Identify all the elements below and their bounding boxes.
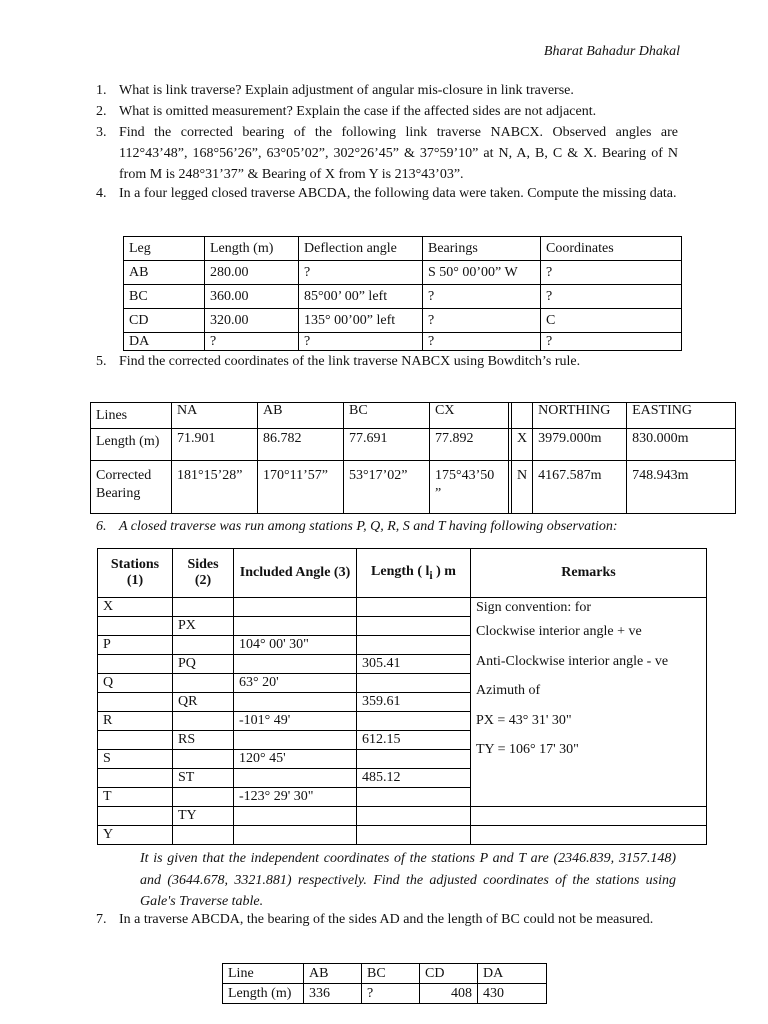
cell [234,655,357,674]
header-text: Remarks [561,565,616,580]
table-traverse-lengths [222,963,547,1004]
cell: 77.892 [430,429,509,461]
cell: C [541,309,682,333]
question-text: In a four legged closed traverse ABCDA, the following data were taken. Compute the missing data. [119,186,677,201]
cell [173,750,234,769]
cell: Y [98,826,173,845]
cell: AB [258,403,344,429]
table-row [124,309,682,333]
cell: P [98,636,173,655]
cell: 85°00’ 00” left [299,285,423,309]
question-3 [96,122,678,185]
cell [98,769,173,788]
cell [357,598,471,617]
cell: NA [172,403,258,429]
header-subscript: i [429,568,433,582]
cell: PQ [173,655,234,674]
cell: BC [344,403,430,429]
cell [357,712,471,731]
cell: -101° 49' [234,712,357,731]
cell: 336 [304,984,362,1004]
cell: Q [98,674,173,693]
cell: N [512,461,533,514]
cell: PX [173,617,234,636]
cell: T [98,788,173,807]
question-number: 1. [96,83,107,98]
table-row [98,598,707,617]
header-text: Included Angle (3) [239,565,351,580]
cell: 175°43’50 ” [430,461,509,514]
remark-line: TY = 106° 17' 30" [476,742,579,757]
question-text: What is omitted measurement? Explain the case if the affected sides are not adjacent. [119,104,597,119]
cell: 120° 45' [234,750,357,769]
header-cell: DA [478,964,547,984]
cell: 408 [420,984,478,1004]
cell [173,598,234,617]
cell: ? [541,333,682,351]
question-text: Find the corrected coordinates of the link traverse NABCX using Bowditch’s rule. [119,354,581,369]
cell [471,807,707,826]
cell: Length (m) [91,429,172,461]
cell [173,788,234,807]
cell: TY [173,807,234,826]
cell: ? [299,333,423,351]
cell: 612.15 [357,731,471,750]
cell [512,403,533,429]
author-name: Bharat Bahadur Dhakal [543,44,680,59]
cell: ? [362,984,420,1004]
cell [98,693,173,712]
remark-line: PX = 43° 31' 30" [476,712,572,728]
cell: ST [173,769,234,788]
header-sides [173,549,234,598]
cell [173,636,234,655]
cell: Length (m) [223,984,304,1004]
cell: 71.901 [172,429,258,461]
header-text: ) m [436,564,456,580]
header-text: Stations (1) [110,557,160,588]
question-number: 2. [96,104,107,119]
question-number: 5. [96,354,107,369]
header-included-angle [234,549,357,598]
table-closed-traverse [97,548,707,845]
remarks-cell [471,598,707,807]
cell [357,807,471,826]
cell: DA [124,333,205,351]
cell [234,769,357,788]
cell: ? [423,333,541,351]
cell [234,598,357,617]
question-1 [96,80,678,101]
header-cell: Deflection angle [299,237,423,261]
cell [98,655,173,674]
question-text: A closed traverse was run among stations P, Q, R, S and T having following observation: [119,519,618,534]
cell [471,826,707,845]
table-row [124,285,682,309]
table-header-row [98,549,707,598]
question-text: Find the corrected bearing of the following link traverse NABCX. Observed angles are 112°43’48”, 168°56’26”, 63°05’02”, 302°26’45” & 37°59’10” at N, A, B, C & X. Bearing of N from M is 248°31’37” & Bearing of X from Y is 213°43’03”. [119,125,678,182]
question-number: 7. [96,912,107,927]
cell: CX [430,403,509,429]
header-cell: Leg [124,237,205,261]
cell: ? [423,285,541,309]
cell [234,693,357,712]
cell: X [98,598,173,617]
cell: X [512,429,533,461]
cell: 830.000m [627,429,736,461]
cell: 104° 00' 30" [234,636,357,655]
cell: NORTHING [533,403,627,429]
cell [357,788,471,807]
cell: QR [173,693,234,712]
cell [173,826,234,845]
cell: Corrected Bearing [91,461,172,514]
cell: 320.00 [205,309,299,333]
remark-line: Sign convention: for [476,600,592,615]
cell [357,674,471,693]
table-header-row [124,237,682,261]
question-4 [96,183,678,204]
cell: 170°11’57” [258,461,344,514]
question-text: In a traverse ABCDA, the bearing of the sides AD and the length of BC could not be measured. [119,912,654,927]
cell: S [98,750,173,769]
cell: ? [541,261,682,285]
header-cell: BC [362,964,420,984]
header-cell: Coordinates [541,237,682,261]
header-stations [98,549,173,598]
cell [234,617,357,636]
table-row [98,826,707,845]
question-6-note [140,848,676,913]
cell: -123° 29' 30" [234,788,357,807]
cell: 485.12 [357,769,471,788]
question-6 [96,516,736,537]
cell: 430 [478,984,547,1004]
header-cell: AB [304,964,362,984]
header-text: Length ( [371,564,422,580]
cell: 181°15’28” [172,461,258,514]
table-link-traverse [90,402,736,514]
cell: CD [124,309,205,333]
header-length [357,549,471,598]
cell: R [98,712,173,731]
cell: S 50° 00’00” W [423,261,541,285]
cell [234,807,357,826]
table-header-row [223,964,547,984]
question-number: 3. [96,125,107,140]
cell: 3979.000m [533,429,627,461]
cell: 135° 00’00” left [299,309,423,333]
cell [173,712,234,731]
cell: AB [124,261,205,285]
cell: ? [423,309,541,333]
cell [234,826,357,845]
header-cell: Length (m) [205,237,299,261]
header-remarks [471,549,707,598]
cell: 53°17’02” [344,461,430,514]
table-row [91,429,736,461]
header-cell: CD [420,964,478,984]
question-2 [96,101,678,122]
question-5 [96,351,678,372]
cell: ? [541,285,682,309]
cell [98,731,173,750]
question-number: 4. [96,186,107,201]
cell [234,731,357,750]
cell [98,807,173,826]
cell [98,617,173,636]
note-text: It is given that the independent coordinates of the stations P and T are (2346.839, 3157.148) and (3644.678, 3321.881) respectively. Find the adjusted coordinates of the stations using Gale's Traverse table. [140,851,676,909]
header-text: l [425,564,430,580]
table-row [223,984,547,1004]
cell [357,636,471,655]
table-row [124,333,682,351]
cell [173,674,234,693]
cell: 748.943m [627,461,736,514]
cell: 305.41 [357,655,471,674]
cell: 63° 20' [234,674,357,693]
cell: EASTING [627,403,736,429]
remark-line: Azimuth of [476,683,541,698]
cell: 360.00 [205,285,299,309]
header-cell: Bearings [423,237,541,261]
question-7 [96,909,678,930]
cell [357,826,471,845]
cell: Lines [91,403,172,429]
cell: 280.00 [205,261,299,285]
cell: 77.691 [344,429,430,461]
remark-line: Clockwise interior angle + ve [476,624,642,639]
cell [357,750,471,769]
question-text: What is link traverse? Explain adjustment of angular mis-closure in link traverse. [119,83,574,98]
cell: 359.61 [357,693,471,712]
header-cell: Line [223,964,304,984]
question-number: 6. [96,519,107,534]
table-row [124,261,682,285]
cell: BC [124,285,205,309]
cell: ? [205,333,299,351]
header-text: Sides (2) [187,557,219,588]
table-traverse-abcda [123,236,682,351]
cell: ? [299,261,423,285]
table-row [91,403,736,429]
cell: 4167.587m [533,461,627,514]
cell [357,617,471,636]
table-row [91,461,736,514]
remark-line: Anti-Clockwise interior angle - ve [476,653,669,669]
table-row [98,807,707,826]
cell: 86.782 [258,429,344,461]
cell: RS [173,731,234,750]
